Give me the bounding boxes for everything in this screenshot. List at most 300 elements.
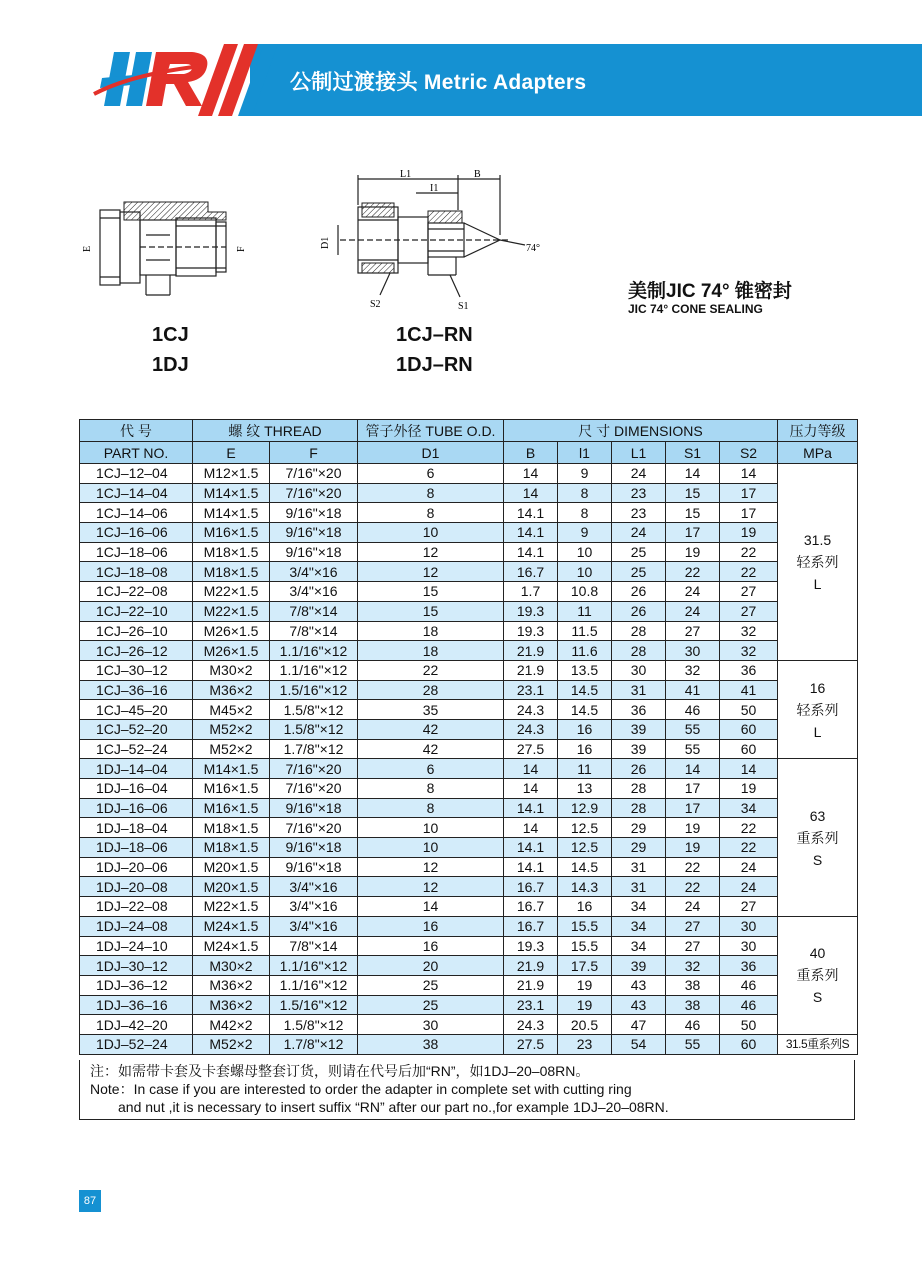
table-cell: 28 <box>612 621 666 641</box>
spec-table <box>79 419 858 1055</box>
table-cell: 3/4"×16 <box>270 897 358 917</box>
table-cell: M52×2 <box>193 739 270 759</box>
table-cell: 8 <box>358 483 504 503</box>
part-number-cell: 1CJ–22–08 <box>80 582 193 602</box>
table-cell: 7/16"×20 <box>270 818 358 838</box>
table-cell: M42×2 <box>193 1015 270 1035</box>
table-cell: 9/16"×18 <box>270 523 358 543</box>
table-cell: 1.1/16"×12 <box>270 641 358 661</box>
table-cell: M16×1.5 <box>193 779 270 799</box>
table-cell: 28 <box>612 641 666 661</box>
header-l1-small: l1 <box>558 442 612 464</box>
table-row <box>80 936 858 956</box>
table-cell: 28 <box>612 798 666 818</box>
table-cell: 22 <box>720 542 778 562</box>
table-cell: 7/16"×20 <box>270 759 358 779</box>
table-cell: M12×1.5 <box>193 464 270 484</box>
table-row <box>80 523 858 543</box>
table-cell: 9/16"×18 <box>270 798 358 818</box>
table-cell: 25 <box>612 562 666 582</box>
part-number-cell: 1CJ–16–06 <box>80 523 193 543</box>
table-cell: 27 <box>666 936 720 956</box>
part-number-cell: 1CJ–12–04 <box>80 464 193 484</box>
table-cell: 50 <box>720 700 778 720</box>
part-number-cell: 1CJ–36–16 <box>80 680 193 700</box>
seal-type-en: JIC 74° CONE SEALING <box>628 302 763 316</box>
table-cell: 26 <box>612 582 666 602</box>
table-cell: 17 <box>666 798 720 818</box>
table-cell: 15 <box>358 582 504 602</box>
table-cell: 22 <box>720 818 778 838</box>
table-cell: M22×1.5 <box>193 897 270 917</box>
table-cell: M52×2 <box>193 1034 270 1054</box>
table-cell: 22 <box>666 562 720 582</box>
table-cell: 32 <box>720 641 778 661</box>
table-cell: 7/16"×20 <box>270 464 358 484</box>
table-cell: 9/16"×18 <box>270 857 358 877</box>
table-cell: 55 <box>666 719 720 739</box>
table-cell: 14 <box>504 464 558 484</box>
part-number-cell: 1CJ–52–20 <box>80 719 193 739</box>
table-cell: 22 <box>720 562 778 582</box>
header-banner <box>0 44 922 116</box>
part-number-cell: 1DJ–18–06 <box>80 838 193 858</box>
table-cell: 27 <box>666 916 720 936</box>
header-code: 代 号 <box>80 420 193 442</box>
table-cell: 12 <box>358 542 504 562</box>
table-cell: 14.1 <box>504 523 558 543</box>
table-row <box>80 995 858 1015</box>
part-number-cell: 1DJ–36–12 <box>80 975 193 995</box>
table-cell: 14.1 <box>504 542 558 562</box>
table-cell: 36 <box>720 956 778 976</box>
table-cell: 7/8"×14 <box>270 936 358 956</box>
pressure-grade-line: 重系列 <box>796 967 839 984</box>
table-cell: 11.6 <box>558 641 612 661</box>
table-cell: M36×2 <box>193 975 270 995</box>
table-cell: 31 <box>612 857 666 877</box>
table-cell: M14×1.5 <box>193 503 270 523</box>
table-cell: 31 <box>612 680 666 700</box>
table-cell: 32 <box>720 621 778 641</box>
part-number-cell: 1CJ–30–12 <box>80 660 193 680</box>
table-cell: 9/16"×18 <box>270 542 358 562</box>
pressure-grade-cell <box>778 660 858 758</box>
table-cell: M26×1.5 <box>193 641 270 661</box>
table-cell: 10.8 <box>558 582 612 602</box>
part-number-cell: 1DJ–24–08 <box>80 916 193 936</box>
table-cell: 20 <box>358 956 504 976</box>
table-cell: 24 <box>612 464 666 484</box>
table-cell: 8 <box>558 483 612 503</box>
table-cell: 29 <box>612 838 666 858</box>
table-row <box>80 621 858 641</box>
table-cell: 20.5 <box>558 1015 612 1035</box>
table-cell: 39 <box>612 739 666 759</box>
table-cell: M26×1.5 <box>193 621 270 641</box>
table-row <box>80 838 858 858</box>
model-label-1dj-rn: 1DJ–RN <box>396 354 473 376</box>
table-cell: 22 <box>666 877 720 897</box>
table-cell: 24 <box>666 582 720 602</box>
table-cell: 23.1 <box>504 680 558 700</box>
table-row <box>80 857 858 877</box>
model-label-1dj: 1DJ <box>152 354 189 376</box>
table-cell: 41 <box>666 680 720 700</box>
part-number-cell: 1DJ–16–06 <box>80 798 193 818</box>
table-cell: 14 <box>720 759 778 779</box>
table-cell: 16 <box>358 936 504 956</box>
table-row <box>80 956 858 976</box>
table-cell: M30×2 <box>193 660 270 680</box>
table-cell: 19 <box>558 995 612 1015</box>
part-number-cell: 1DJ–30–12 <box>80 956 193 976</box>
table-cell: 7/16"×20 <box>270 779 358 799</box>
table-cell: 27.5 <box>504 739 558 759</box>
table-cell: 12 <box>358 857 504 877</box>
table-row <box>80 464 858 484</box>
table-cell: 15.5 <box>558 916 612 936</box>
table-cell: 31 <box>612 877 666 897</box>
table-cell: M45×2 <box>193 700 270 720</box>
table-header-row-2 <box>80 442 858 464</box>
header-l1: L1 <box>612 442 666 464</box>
table-cell: 3/4"×16 <box>270 916 358 936</box>
pressure-grade-line: 31.5重系列S <box>785 1036 850 1051</box>
table-cell: 15.5 <box>558 936 612 956</box>
table-cell: 22 <box>666 857 720 877</box>
table-cell: M14×1.5 <box>193 759 270 779</box>
table-row <box>80 582 858 602</box>
table-cell: 14 <box>358 897 504 917</box>
table-cell: 10 <box>358 818 504 838</box>
table-cell: 17 <box>720 503 778 523</box>
table-cell: 12.9 <box>558 798 612 818</box>
table-cell: 38 <box>666 975 720 995</box>
table-cell: 9 <box>558 523 612 543</box>
table-cell: 16 <box>558 719 612 739</box>
pressure-grade-cell <box>778 464 858 661</box>
table-cell: 32 <box>666 660 720 680</box>
fitting-drawing-1cj-rn <box>310 165 560 315</box>
table-cell: 23 <box>558 1034 612 1054</box>
part-number-cell: 1DJ–14–04 <box>80 759 193 779</box>
table-cell: 13.5 <box>558 660 612 680</box>
pressure-grade-line: 31.5 <box>803 531 832 548</box>
label-s1: S1 <box>458 301 469 312</box>
table-cell: 9/16"×18 <box>270 838 358 858</box>
table-cell: 19 <box>666 542 720 562</box>
table-cell: M52×2 <box>193 719 270 739</box>
table-cell: 3/4"×16 <box>270 582 358 602</box>
table-cell: 12 <box>358 877 504 897</box>
table-cell: 27.5 <box>504 1034 558 1054</box>
table-cell: 22 <box>358 660 504 680</box>
table-cell: 17.5 <box>558 956 612 976</box>
table-cell: 16 <box>558 739 612 759</box>
pressure-grade-line: L <box>813 575 822 592</box>
pressure-grade-line: S <box>812 851 823 868</box>
table-cell: 27 <box>666 621 720 641</box>
fitting-drawing-1cj <box>76 190 276 305</box>
table-cell: 19 <box>558 975 612 995</box>
table-cell: 9/16"×18 <box>270 503 358 523</box>
table-cell: 19.3 <box>504 621 558 641</box>
table-cell: M16×1.5 <box>193 798 270 818</box>
table-cell: 14 <box>504 759 558 779</box>
table-cell: 14 <box>666 759 720 779</box>
table-cell: 35 <box>358 700 504 720</box>
table-cell: 14.5 <box>558 857 612 877</box>
table-cell: 36 <box>720 660 778 680</box>
table-cell: 11 <box>558 601 612 621</box>
label-b: B <box>474 169 481 180</box>
table-cell: 24 <box>720 877 778 897</box>
table-cell: 50 <box>720 1015 778 1035</box>
table-row <box>80 818 858 838</box>
table-cell: 19.3 <box>504 601 558 621</box>
table-cell: 12.5 <box>558 818 612 838</box>
label-d1: D1 <box>320 236 331 249</box>
table-cell: 42 <box>358 719 504 739</box>
table-cell: 34 <box>612 916 666 936</box>
table-cell: 18 <box>358 621 504 641</box>
pressure-grade-line: 40 <box>809 945 826 962</box>
table-cell: M20×1.5 <box>193 877 270 897</box>
table-cell: 17 <box>720 483 778 503</box>
table-cell: 14.3 <box>558 877 612 897</box>
table-cell: 25 <box>358 975 504 995</box>
table-cell: 46 <box>720 995 778 1015</box>
table-cell: 46 <box>720 975 778 995</box>
table-cell: 29 <box>612 818 666 838</box>
part-number-cell: 1CJ–52–24 <box>80 739 193 759</box>
table-cell: 16 <box>358 916 504 936</box>
part-number-cell: 1DJ–16–04 <box>80 779 193 799</box>
part-number-cell: 1DJ–24–10 <box>80 936 193 956</box>
part-number-cell: 1CJ–18–06 <box>80 542 193 562</box>
table-row <box>80 798 858 818</box>
pressure-grade-line: 轻系列 <box>796 553 839 570</box>
table-cell: 16.7 <box>504 916 558 936</box>
table-cell: 23 <box>612 503 666 523</box>
table-cell: 23 <box>612 483 666 503</box>
table-cell: 8 <box>358 779 504 799</box>
table-cell: 1.5/16"×12 <box>270 995 358 1015</box>
table-cell: M22×1.5 <box>193 582 270 602</box>
table-row <box>80 700 858 720</box>
table-row <box>80 680 858 700</box>
table-cell: 43 <box>612 995 666 1015</box>
table-cell: 8 <box>358 503 504 523</box>
table-cell: 13 <box>558 779 612 799</box>
table-row <box>80 503 858 523</box>
table-cell: 24.3 <box>504 1015 558 1035</box>
seal-type-cn: 美制JIC 74° 锥密封 <box>628 281 792 302</box>
table-cell: 23.1 <box>504 995 558 1015</box>
table-cell: 7/8"×14 <box>270 601 358 621</box>
table-cell: 1.7 <box>504 582 558 602</box>
part-number-cell: 1DJ–20–08 <box>80 877 193 897</box>
table-cell: 24.3 <box>504 719 558 739</box>
table-cell: 16.7 <box>504 897 558 917</box>
table-cell: 42 <box>358 739 504 759</box>
part-number-cell: 1DJ–36–16 <box>80 995 193 1015</box>
table-cell: 19.3 <box>504 936 558 956</box>
pressure-grade-line: 16 <box>809 679 826 696</box>
table-cell: 26 <box>612 601 666 621</box>
table-cell: 17 <box>666 779 720 799</box>
note-cn: 注：如需带卡套及卡套螺母整套订货，则请在代号后加“RN”，如1DJ–20–08RN。 <box>90 1063 590 1079</box>
table-cell: 14.1 <box>504 503 558 523</box>
table-cell: 14 <box>504 818 558 838</box>
part-number-cell: 1DJ–20–06 <box>80 857 193 877</box>
table-cell: 34 <box>612 936 666 956</box>
table-cell: 46 <box>666 1015 720 1035</box>
model-label-1cj: 1CJ <box>152 324 189 346</box>
table-row <box>80 542 858 562</box>
table-cell: M24×1.5 <box>193 916 270 936</box>
table-cell: 11 <box>558 759 612 779</box>
table-cell: 30 <box>666 641 720 661</box>
label-l1-small: I1 <box>430 183 439 194</box>
header-d1: D1 <box>358 442 504 464</box>
table-cell: M16×1.5 <box>193 523 270 543</box>
table-cell: M36×2 <box>193 995 270 1015</box>
header-mpa: MPa <box>778 442 858 464</box>
table-cell: 18 <box>358 641 504 661</box>
table-cell: 34 <box>612 897 666 917</box>
part-number-cell: 1CJ–26–12 <box>80 641 193 661</box>
table-cell: 10 <box>358 523 504 543</box>
table-cell: 21.9 <box>504 641 558 661</box>
table-cell: 24.3 <box>504 700 558 720</box>
table-cell: 46 <box>666 700 720 720</box>
part-number-cell: 1CJ–14–04 <box>80 483 193 503</box>
table-row <box>80 1034 858 1054</box>
label-e: E <box>82 245 93 252</box>
table-row <box>80 719 858 739</box>
table-cell: 55 <box>666 1034 720 1054</box>
label-angle: 74° <box>526 243 540 254</box>
note-en-line-2: and nut ,it is necessary to insert suffix “RN” after our part no.,for example 1DJ–20–08RN. <box>118 1099 669 1115</box>
header-thread: 螺 纹 THREAD <box>193 420 358 442</box>
table-cell: 41 <box>720 680 778 700</box>
table-cell: 36 <box>612 700 666 720</box>
table-cell: 30 <box>612 660 666 680</box>
table-cell: 21.9 <box>504 975 558 995</box>
page-number: 87 <box>79 1190 101 1212</box>
table-cell: 24 <box>612 523 666 543</box>
table-cell: 43 <box>612 975 666 995</box>
label-l1: L1 <box>400 169 412 180</box>
header-s2: S2 <box>720 442 778 464</box>
label-s2: S2 <box>370 299 381 310</box>
table-cell: 60 <box>720 739 778 759</box>
table-cell: 60 <box>720 1034 778 1054</box>
part-number-cell: 1CJ–26–10 <box>80 621 193 641</box>
order-note <box>79 1060 855 1120</box>
table-cell: 10 <box>558 562 612 582</box>
table-cell: 16 <box>558 897 612 917</box>
header-tube: 管子外径 TUBE O.D. <box>358 420 504 442</box>
table-cell: 1.7/8"×12 <box>270 739 358 759</box>
pressure-grade-line: 重系列 <box>796 829 839 846</box>
page-title: 公制过渡接头 Metric Adapters <box>290 71 587 94</box>
table-cell: 14.1 <box>504 798 558 818</box>
table-cell: 24 <box>666 601 720 621</box>
table-cell: 25 <box>612 542 666 562</box>
table-cell: M18×1.5 <box>193 818 270 838</box>
table-body <box>80 464 858 1055</box>
table-cell: 14.1 <box>504 857 558 877</box>
table-cell: 6 <box>358 759 504 779</box>
table-cell: 60 <box>720 719 778 739</box>
table-cell: M14×1.5 <box>193 483 270 503</box>
table-cell: 19 <box>720 523 778 543</box>
table-cell: 39 <box>612 956 666 976</box>
table-cell: 10 <box>358 838 504 858</box>
table-cell: 1.5/8"×12 <box>270 700 358 720</box>
table-cell: 21.9 <box>504 660 558 680</box>
table-cell: 22 <box>720 838 778 858</box>
header-b: B <box>504 442 558 464</box>
table-cell: 26 <box>612 759 666 779</box>
table-row <box>80 562 858 582</box>
table-cell: 28 <box>612 779 666 799</box>
table-cell: M30×2 <box>193 956 270 976</box>
table-row <box>80 975 858 995</box>
table-cell: 7/8"×14 <box>270 621 358 641</box>
table-cell: 30 <box>720 916 778 936</box>
part-number-cell: 1DJ–22–08 <box>80 897 193 917</box>
table-cell: 7/16"×20 <box>270 483 358 503</box>
table-cell: 55 <box>666 739 720 759</box>
table-cell: 9 <box>558 464 612 484</box>
part-number-cell: 1DJ–52–24 <box>80 1034 193 1054</box>
header-e: E <box>193 442 270 464</box>
table-cell: 1.5/8"×12 <box>270 719 358 739</box>
table-cell: M20×1.5 <box>193 857 270 877</box>
part-number-cell: 1DJ–42–20 <box>80 1015 193 1035</box>
table-cell: 19 <box>666 838 720 858</box>
table-cell: 11.5 <box>558 621 612 641</box>
pressure-grade-line: L <box>813 723 822 740</box>
table-cell: 3/4"×16 <box>270 877 358 897</box>
table-cell: 12.5 <box>558 838 612 858</box>
table-row <box>80 641 858 661</box>
table-cell: 1.1/16"×12 <box>270 660 358 680</box>
pressure-grade-cell <box>778 916 858 1034</box>
table-row <box>80 779 858 799</box>
part-number-cell: 1DJ–18–04 <box>80 818 193 838</box>
table-cell: M36×2 <box>193 680 270 700</box>
table-cell: 54 <box>612 1034 666 1054</box>
table-cell: 32 <box>666 956 720 976</box>
table-row <box>80 759 858 779</box>
table-cell: 1.1/16"×12 <box>270 975 358 995</box>
table-cell: 38 <box>666 995 720 1015</box>
table-cell: 8 <box>358 798 504 818</box>
table-cell: 14 <box>504 779 558 799</box>
table-cell: M22×1.5 <box>193 601 270 621</box>
table-cell: 14 <box>666 464 720 484</box>
table-cell: M18×1.5 <box>193 542 270 562</box>
table-cell: 19 <box>666 818 720 838</box>
table-cell: 19 <box>720 779 778 799</box>
header-part-no: PART NO. <box>80 442 193 464</box>
pressure-grade-cell <box>778 759 858 917</box>
